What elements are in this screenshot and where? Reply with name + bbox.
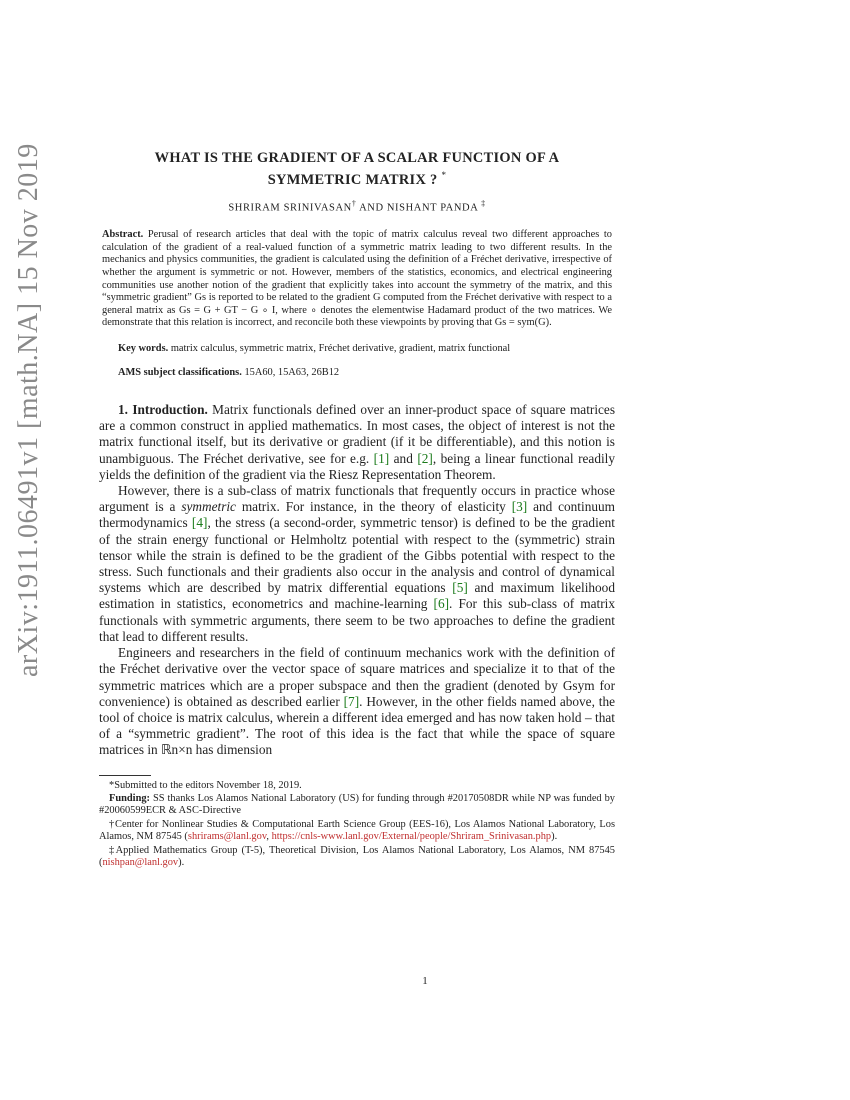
footnote-submitted [99, 780, 615, 792]
footnote-rule [99, 775, 151, 776]
author-1: SHRIRAM SRINIVASAN [228, 202, 352, 214]
intro-text: and [393, 450, 413, 466]
abstract [102, 229, 612, 330]
intro-text: Matrix functionals defined over an inner-product space of square matrices are a common construct in applied mathematics. In most cases, the object of interest is not the matrix functional itself, but its derivative or gradient (if it be differentiable), and this notion is unambiguous. The Fréchet derivative, see for e.g. [99, 402, 615, 466]
intro-text: However, there is a sub-class of matrix functionals that frequently occurs in practice whose argument is a [99, 483, 615, 515]
abstract-text: Perusal of research articles that deal with the topic of matrix calculus reveal two different approaches to calculation of the gradient of a real-valued function of a symmetric matrix leading to two different results. In the mechanics and physics communities, the gradient is calculated using the definition of a Fréchet derivative, irrespective of whether the argument is symmetric or not. However, members of the statistics, economics, and electrical engineering communities use another notion of the gradient that explicitly takes into account the symmetry of the matrix, and this “symmetric gradient” Gs is reported to be related to the gradient G computed from the Fréchet derivative with respect to a general matrix as Gs = G + GT − G ∘ I, where ∘ denotes the elementwise Hadamard product of the two matrices. We demonstrate that this relation is incorrect, and reconcile both these viewpoints by proving that Gs = sym(G). [102, 229, 612, 329]
intro-text: , being a linear functional readily yields the definition of the gradient via the Riesz Representation Theorem. [99, 450, 616, 482]
email-link-2[interactable]: nishpan@lanl.gov [102, 856, 179, 868]
citation-3[interactable]: [3] [511, 499, 528, 515]
intro-text: . For this sub-class of matrix functionals with symmetric arguments, there seem to be two approaches to define the gradient that lead to different results. [99, 596, 615, 644]
citation-6[interactable]: [6] [433, 596, 450, 612]
authors-and: AND [356, 202, 387, 214]
intro-text: and maximum likelihood estimation in statistics, econometrics and machine-learning [99, 580, 615, 612]
author-1-mark: † [351, 198, 357, 208]
paper-title [99, 150, 615, 189]
intro-text: , the stress (a second-order, symmetric tensor) is defined to be the gradient of the strain energy functional or Helmholtz potential with respect to the (symmetric) strain tensor while the strain is defined to be the gradient of the Gibbs potential with respect to the stress. Such functionals and their gradients also occur in the analysis and control of dynamical systems which are described by matrix differential equations [99, 515, 616, 596]
footnote-text: †Center for Nonlinear Studies & Computational Earth Science Group (EES-16), Los Alamos National Laboratory, Los Alamos, NM 87545 ( [99, 818, 615, 843]
intro-text: . However, in the other fields named above, the tool of choice is matrix calculus, wherein a different idea emerged and has now taken hold – that of a “symmetric gradient”. The root of this idea is the fact that while the space of square matrices in ℝn×n has dimension [99, 693, 616, 758]
intro-paragraph-3 [99, 645, 615, 758]
citation-2[interactable]: [2] [417, 450, 433, 466]
footnote-text: *Submitted to the editors November 18, 2019. [109, 779, 302, 791]
ams-classifications [118, 367, 615, 378]
citation-5[interactable]: [5] [452, 580, 468, 596]
ams-label: AMS subject classifications. [118, 367, 242, 379]
paper-page [99, 150, 615, 870]
abstract-label: Abstract. [102, 229, 144, 241]
footnote-author-2 [99, 845, 615, 870]
footnote-text: SS thanks Los Alamos National Laboratory (US) for funding through #20170508DR while NP was funded by #20060599ECR & ASC-Directive [99, 792, 615, 817]
citation-7[interactable]: [7] [343, 693, 360, 709]
footnotes [99, 780, 615, 870]
keywords-label: Key words. [118, 343, 169, 355]
footnote-text: , [266, 831, 272, 843]
citation-1[interactable]: [1] [373, 450, 390, 466]
ams-text: 15A60, 15A63, 26B12 [244, 367, 340, 379]
introduction [99, 402, 615, 758]
footnote-text: ). [178, 856, 185, 868]
intro-text: matrix. For instance, in the theory of elasticity [241, 499, 506, 515]
email-link-1[interactable]: shrirams@lanl.gov [187, 831, 267, 843]
title-line-1: WHAT IS THE GRADIENT OF A SCALAR FUNCTION OF A [154, 150, 560, 166]
author-2: NISHANT PANDA [386, 202, 478, 214]
footnote-funding [99, 793, 615, 818]
footnote-text: ). [551, 831, 558, 843]
intro-text: Engineers and researchers in the field of continuum mechanics work with the definition of the Fréchet derivative over the vector space of square matrices and specialize it to that of the symmetric matrices which are a proper subspace and then the gradient (denoted by Gsym for convenience) is obtained as described earlier [99, 645, 615, 709]
arxiv-stamp: arXiv:1911.06491v1 [math.NA] 15 Nov 2019 [13, 143, 44, 677]
keywords [118, 343, 615, 354]
intro-paragraph-1 [99, 402, 615, 483]
section-heading: 1. Introduction. [118, 402, 208, 418]
authors [99, 199, 615, 214]
title-footnote-mark: * [441, 170, 447, 180]
intro-text: and continuum thermodynamics [99, 499, 615, 531]
intro-paragraph-2 [99, 483, 615, 645]
citation-4[interactable]: [4] [191, 515, 208, 531]
page-number: 1 [422, 975, 428, 987]
url-link[interactable]: https://cnls-www.lanl.gov/External/people/Shriram_Srinivasan.php [271, 831, 552, 843]
emphasis-symmetric: symmetric [181, 499, 236, 515]
title-line-2: SYMMETRIC MATRIX ? [267, 171, 438, 188]
footnote-text: ‡Applied Mathematics Group (T-5), Theoretical Division, Los Alamos National Laboratory, Los Alamos, NM 87545 ( [99, 844, 615, 868]
keywords-text: matrix calculus, symmetric matrix, Fréchet derivative, gradient, matrix functional [170, 343, 511, 355]
footnote-author-1 [99, 819, 615, 844]
author-2-mark: ‡ [481, 198, 486, 208]
funding-label: Funding: [109, 792, 151, 804]
